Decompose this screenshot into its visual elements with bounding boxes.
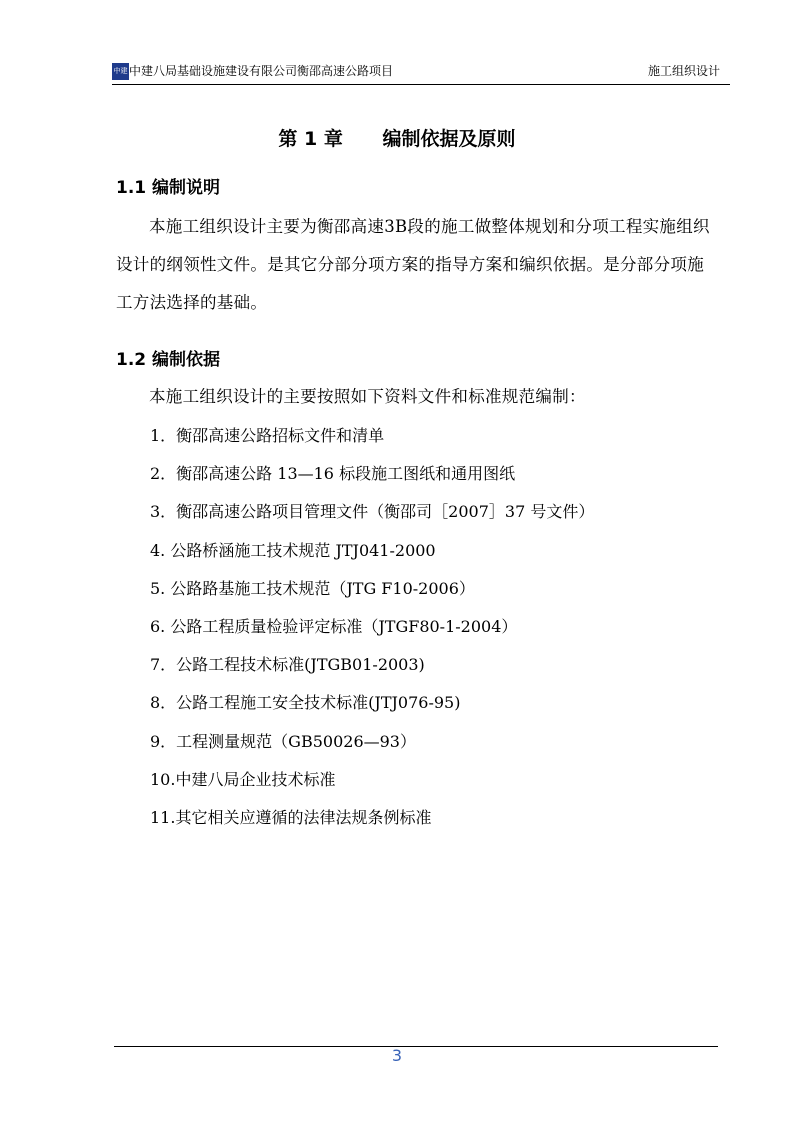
list-item: 8．公路工程施工安全技术标准(JTJ076-95)	[150, 693, 461, 713]
list-item: 10.中建八局企业技术标准	[150, 769, 336, 789]
header-doc-type: 施工组织设计	[647, 64, 720, 78]
list-item: 3．衡邵高速公路项目管理文件（衡邵司［2007］37 号文件）	[150, 502, 595, 522]
reference-list	[150, 422, 594, 842]
list-item: 7．公路工程技术标准(JTGB01-2003)	[150, 655, 425, 675]
list-item: 5. 公路路基施工技术规范（JTG F10-2006）	[150, 578, 475, 598]
list-item: 4. 公路桥涵施工技术规范 JTJ041-2000	[150, 540, 436, 560]
section-1-2-intro: 本施工组织设计的主要按照如下资料文件和标准规范编制：	[149, 387, 586, 406]
list-item: 1．衡邵高速公路招标文件和清单	[150, 426, 385, 445]
chapter-title: 第 1 章 编制依据及原则	[278, 128, 516, 150]
header-company-project: 中建八局基础设施建设有限公司衡邵高速公路项目	[129, 64, 394, 78]
section-heading-1-1: 1.1 编制说明	[116, 178, 221, 198]
list-item: 2．衡邵高速公路 13—16 标段施工图纸和通用图纸	[150, 464, 516, 484]
page-header	[112, 58, 730, 85]
list-item: 6. 公路工程质量检验评定标准（JTGF80-1-2004）	[150, 616, 518, 636]
list-item: 9．工程测量规范（GB50026—93）	[150, 731, 416, 751]
list-item: 11.其它相关应遵循的法律法规条例标准	[150, 807, 432, 827]
company-logo-icon: 中建	[112, 63, 129, 80]
section-heading-1-2: 1.2 编制依据	[116, 350, 221, 370]
page-number: 3	[391, 1046, 403, 1065]
section-1-1-paragraph: 本施工组织设计主要为衡邵高速3B段的施工做整体规划和分项工程实施组织设计的纲领性文件。是其它分部分项方案的指导方案和编织依据。是分部分项施工方法选择的基础。	[116, 217, 710, 312]
